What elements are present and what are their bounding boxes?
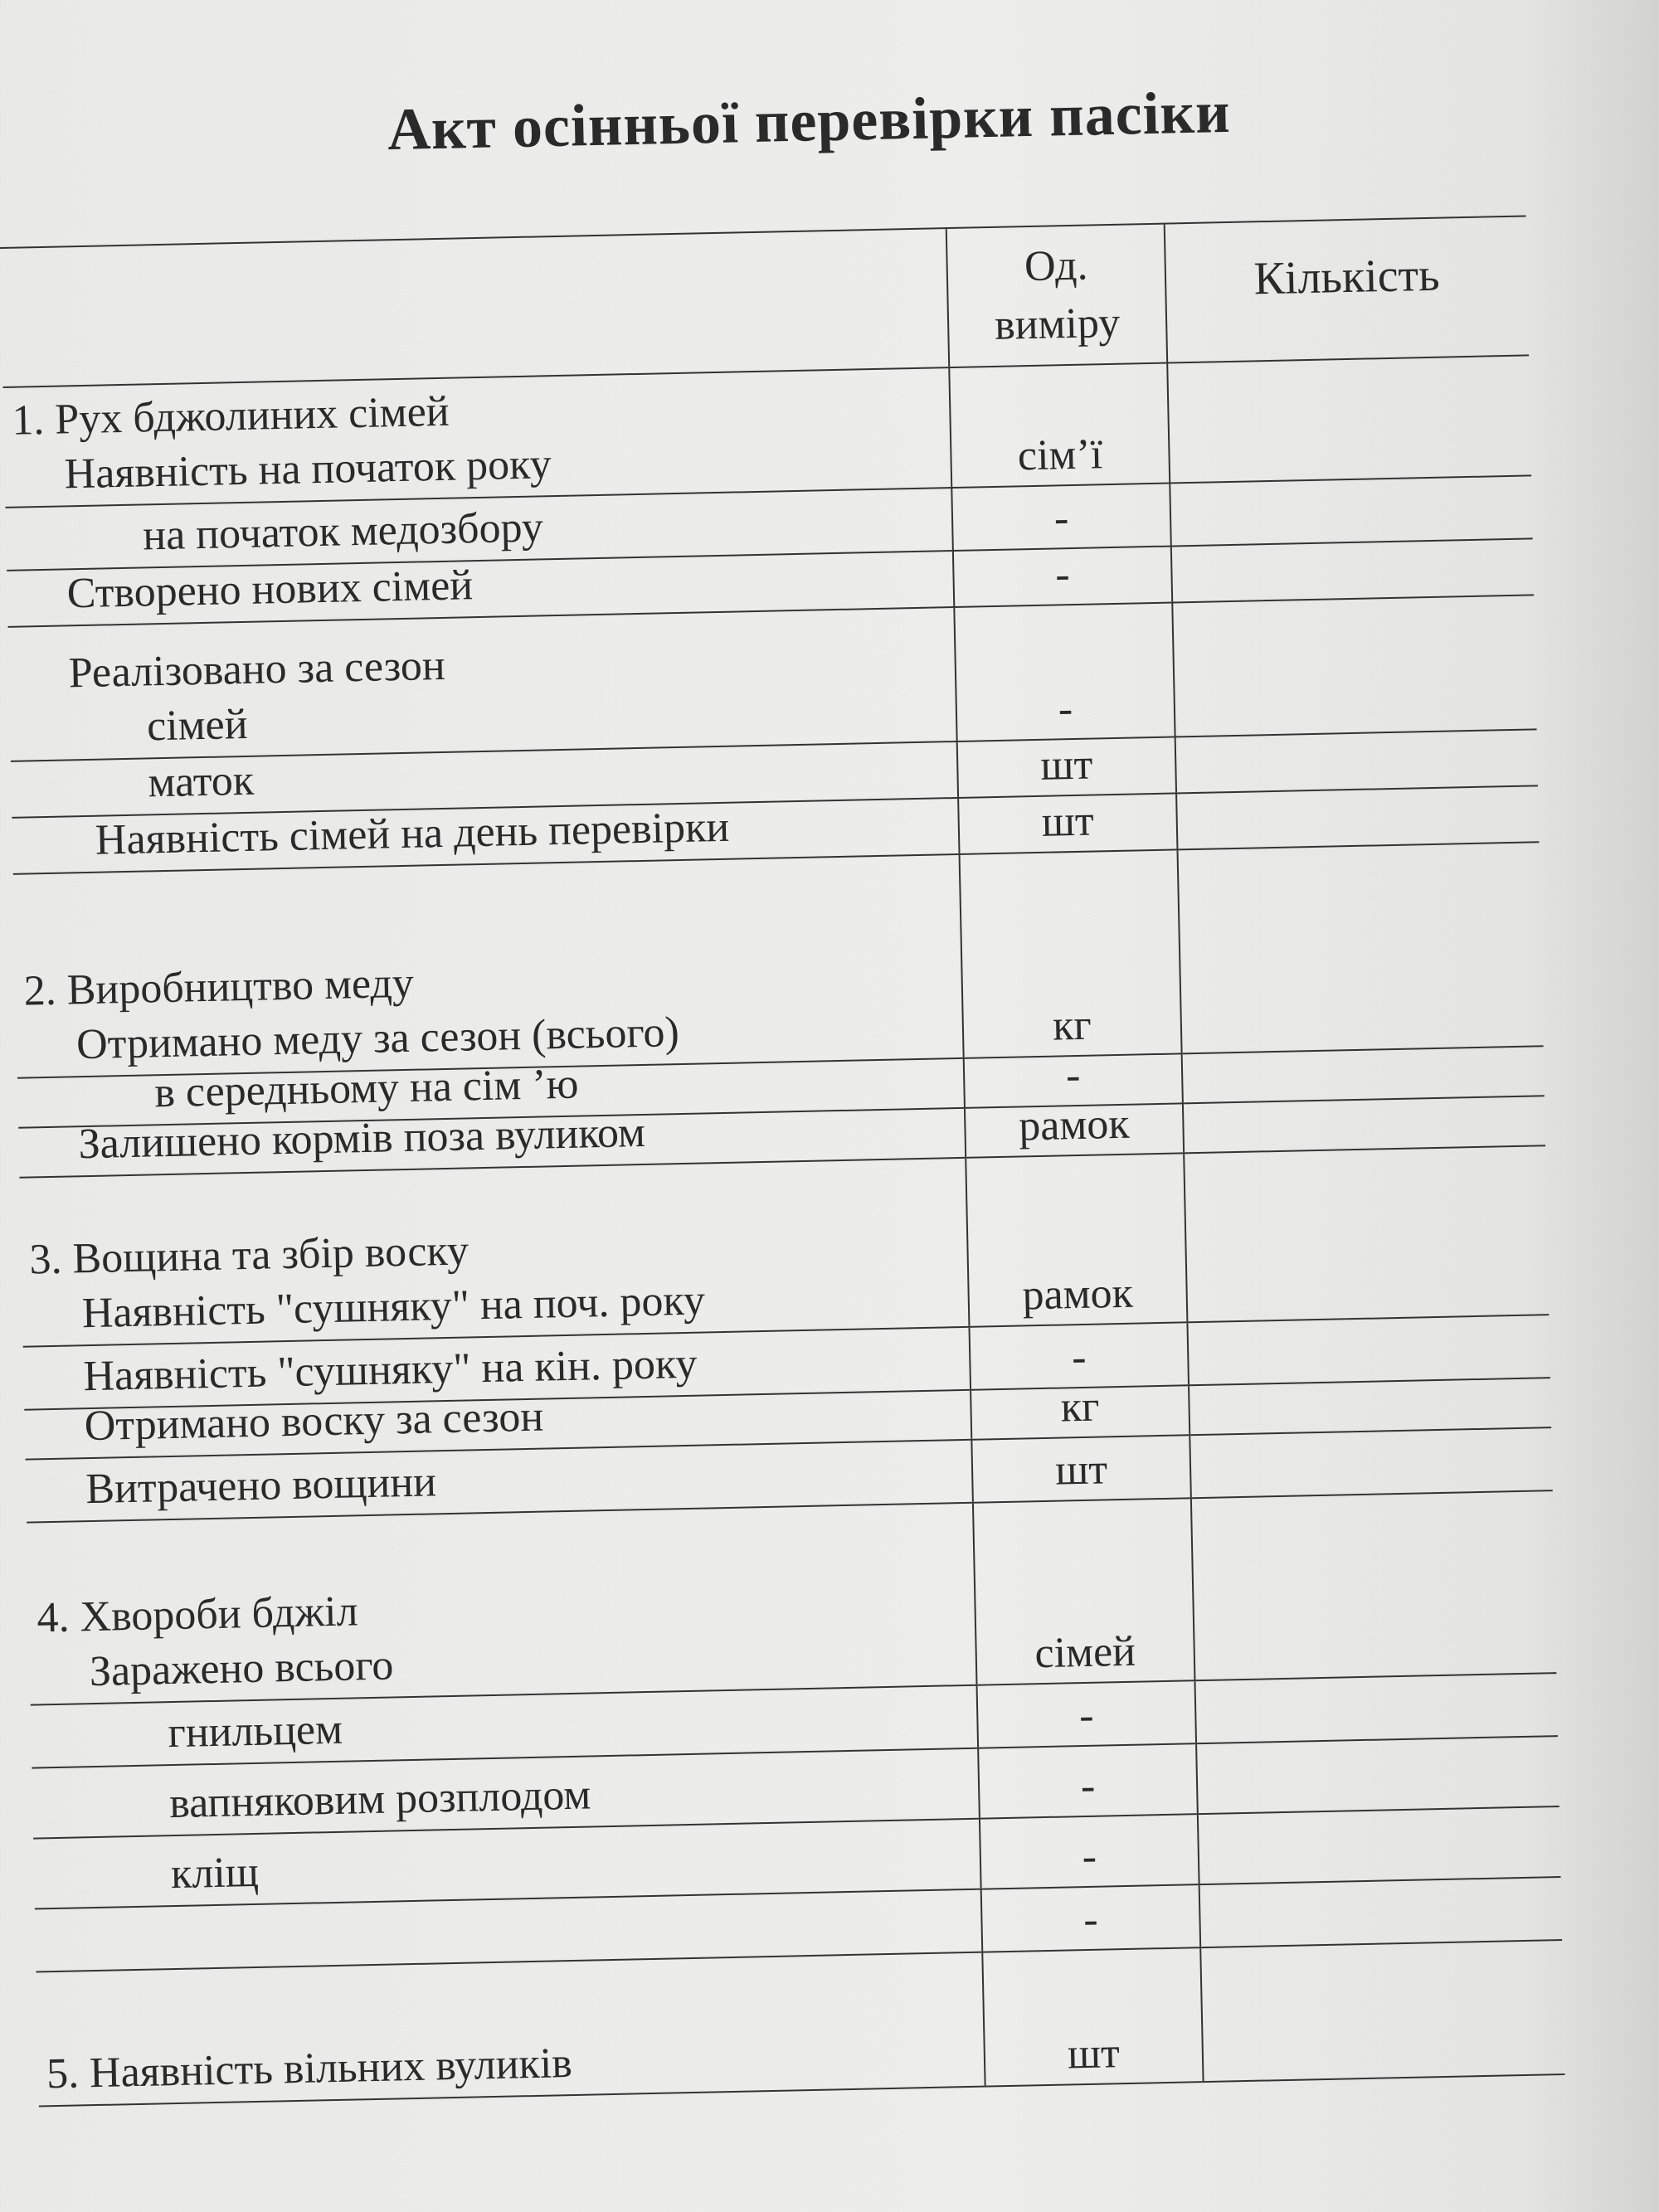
row-label: 2. Виробництво меду (23, 959, 415, 1015)
row-unit-cell (980, 1885, 1199, 1951)
row-label-cell (19, 1159, 968, 1346)
table-row (27, 1491, 1556, 1705)
row-quantity-cell (1197, 1807, 1561, 1884)
row-quantity-cell (1169, 476, 1532, 545)
row-unit-cell (963, 1051, 1182, 1106)
row-unit: - (1058, 685, 1073, 733)
row-unit-cell (968, 1323, 1187, 1388)
row-quantity-cell (1175, 786, 1539, 848)
row-label: Отримано воску за сезон (84, 1393, 544, 1451)
row-quantity-cell (1177, 843, 1544, 1053)
row-quantity-cell (1175, 730, 1538, 792)
row-unit: - (1082, 1832, 1097, 1881)
row-unit-cell (959, 850, 1181, 1057)
row-label: сімей (146, 700, 249, 751)
header-unit-cell (946, 225, 1166, 367)
row-unit: рамок (1021, 1269, 1134, 1320)
row-quantity-cell (1195, 1737, 1559, 1813)
row-quantity-cell (1171, 596, 1536, 736)
row-unit-cell (952, 547, 1171, 606)
row-label: Наявність "сушняку" на поч. року (81, 1276, 706, 1338)
row-label: Витрачено вощини (85, 1458, 437, 1514)
row-unit: - (1078, 1691, 1095, 1740)
row-quantity-cell (1182, 1096, 1545, 1152)
row-unit: шт (1039, 741, 1093, 790)
row-quantity-cell (1183, 1146, 1549, 1321)
row-quantity-cell (1194, 1674, 1557, 1743)
row-unit-cell (981, 1948, 1202, 2085)
row-unit-cell (957, 794, 1176, 853)
row-label: на початок медозбору (142, 503, 544, 560)
row-label: Заражено всього (89, 1641, 394, 1696)
row-label-cell (8, 608, 956, 761)
row-quantity-cell (1181, 1047, 1545, 1102)
row-unit: кг (1052, 1001, 1092, 1050)
row-label-cell (13, 855, 963, 1077)
row-unit-cell (953, 604, 1174, 741)
row-label: маток (147, 756, 255, 807)
row-label: в середньому на сім ’ю (153, 1060, 580, 1117)
row-label: Наявність сімей на день перевірки (95, 803, 730, 864)
row-label: Створено нових сімей (66, 562, 474, 618)
header-label-cell (0, 229, 948, 386)
row-unit: - (1082, 1895, 1099, 1944)
row-quantity-cell (1199, 1878, 1562, 1947)
row-unit-cell (964, 1100, 1183, 1156)
row-label-cell (3, 368, 951, 507)
header-quantity-cell (1164, 216, 1529, 362)
row-label: 1. Рух бджолиних сімей (11, 387, 450, 445)
header-unit-line1: Од. (1024, 241, 1088, 291)
row-quantity-cell (1166, 356, 1531, 482)
row-unit: сім’ї (1017, 430, 1103, 480)
row-label: 5. Наявність вільних вуликів (46, 2039, 573, 2098)
row-unit-cell (956, 737, 1175, 796)
header-unit-line2: виміру (994, 299, 1121, 349)
row-unit: шт (1054, 1446, 1108, 1495)
row-unit-cell (979, 1815, 1199, 1888)
row-unit: рамок (1018, 1100, 1131, 1150)
table-row (19, 1146, 1549, 1347)
row-label: Наявність "сушняку" на кін. року (82, 1339, 698, 1401)
row-unit-cell (970, 1383, 1189, 1438)
row-label-cell (36, 1953, 985, 2106)
inspection-table (0, 215, 1565, 2107)
row-unit: сімей (1034, 1627, 1136, 1678)
row-unit: - (1080, 1762, 1096, 1811)
row-unit: - (1054, 551, 1071, 599)
row-label: 4. Хвороби бджіл (36, 1587, 359, 1642)
row-unit: кг (1060, 1383, 1100, 1432)
row-label-cell (27, 1504, 975, 1704)
row-unit: - (1071, 1333, 1087, 1382)
row-quantity-cell (1188, 1378, 1551, 1434)
row-quantity-cell (1190, 1491, 1556, 1680)
row-unit: - (1053, 494, 1069, 542)
table-row (13, 843, 1544, 1078)
row-quantity-cell (1199, 1941, 1564, 2081)
row-quantity-cell (1189, 1428, 1552, 1497)
row-label: 3. Вощина та збір воску (28, 1227, 469, 1284)
row-unit-cell (951, 484, 1170, 550)
row-unit: шт (1041, 797, 1095, 846)
document-title: Акт осінньої перевірки пасіки (387, 78, 1232, 163)
row-quantity-cell (1186, 1315, 1550, 1384)
row-unit-cell (972, 1499, 1194, 1684)
row-unit-cell (965, 1154, 1186, 1325)
row-label: Наявність на початок року (64, 440, 552, 498)
row-unit-cell (977, 1744, 1197, 1817)
row-quantity-cell (1170, 539, 1534, 601)
row-label: кліщ (170, 1848, 260, 1898)
row-unit-cell (971, 1436, 1190, 1501)
row-label: вапняковим розплодом (168, 1771, 591, 1828)
row-unit-cell (948, 364, 1169, 487)
header-quantity: Кількість (1253, 249, 1441, 305)
row-label: Реалізовано за сезон (68, 641, 446, 698)
row-unit: шт (1067, 2030, 1121, 2078)
row-label: гнильцем (167, 1705, 343, 1757)
row-unit: - (1065, 1051, 1081, 1100)
row-label: Отримано меду за сезон (всього) (75, 1009, 680, 1069)
row-label: Залишено кормів поза вуликом (78, 1108, 646, 1169)
row-unit-cell (976, 1681, 1195, 1747)
